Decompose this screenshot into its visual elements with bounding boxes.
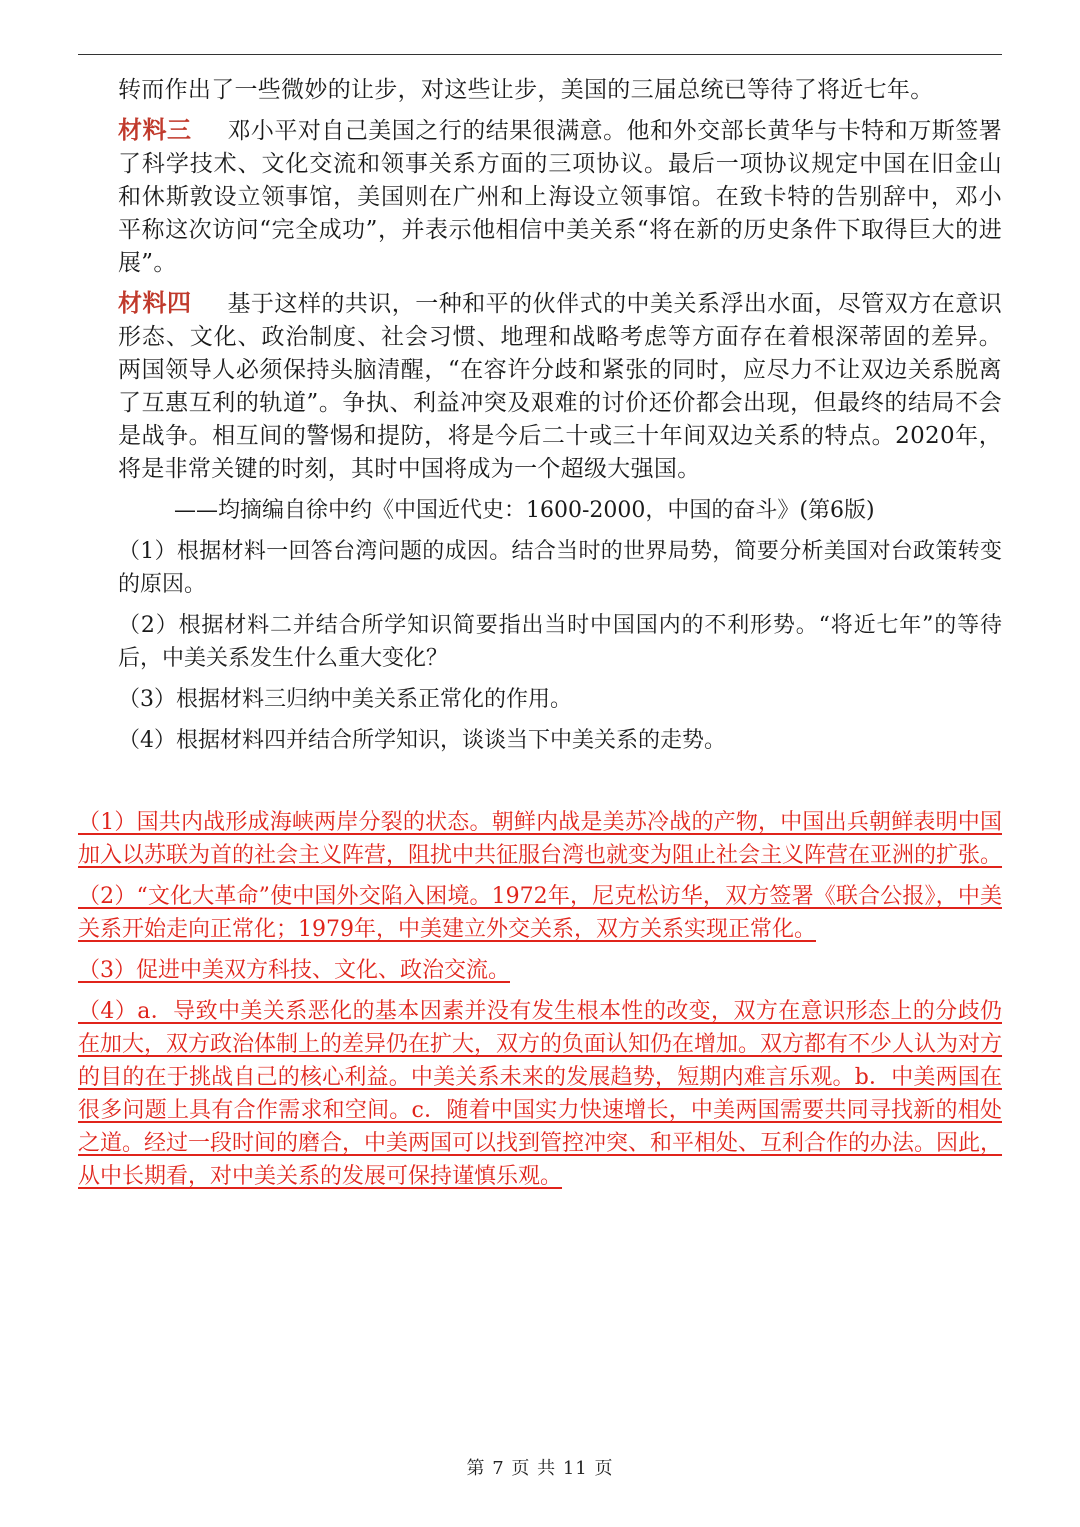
answer-3: （3）促进中美双方科技、文化、政治交流。 bbox=[78, 958, 510, 983]
question-1: （1）根据材料一回答台湾问题的成因。结合当时的世界局势，简要分析美国对台政策转变的原因。 bbox=[118, 539, 1002, 597]
page-number-footer: 第 7 页 共 11 页 bbox=[466, 1458, 614, 1479]
intro-line: 转而作出了一些微妙的让步，对这些让步，美国的三届总统已等待了将近七年。 bbox=[118, 77, 934, 103]
answer-4: （4）a．导致中美关系恶化的基本因素并没有发生根本性的改变，双方在意识形态上的分歧仍在加大，双方政治体制上的差异仍在扩大，双方的负面认知仍在增加。双方都有不少人认为对方的目的在于挑战自己的核心利益。中美关系未来的发展趋势，短期内难言乐观。b．中美两国在很多问题上具有合作需求和空间。c．随着中国实力快速增长，中美两国需要共同寻找新的相处之道。经过一段时间的磨合，中美两国可以找到管控冲突、和平相处、互利合作的办法。因此，从中长期看，对中美关系的发展可保持谨慎乐观。 bbox=[78, 999, 1003, 1189]
question-4: （4）根据材料四并结合所学知识，谈谈当下中美关系的走势。 bbox=[118, 728, 726, 753]
question-2: （2）根据材料二并结合所学知识简要指出当时中国国内的不利形势。“将近七年”的等待后，中美关系发生什么重大变化？ bbox=[118, 613, 1002, 671]
answer-section bbox=[78, 806, 1002, 1201]
document-body bbox=[118, 74, 1002, 765]
material-three-text: 邓小平对自己美国之行的结果很满意。他和外交部长黄华与卡特和万斯签署了科学技术、文化交流和领事关系方面的三项协议。最后一项协议规定中国在旧金山和休斯敦设立领事馆，美国则在广州和上海设立领事馆。在致卡特的告别辞中，邓小平称这次访问“完全成功”，并表示他相信中美关系“将在新的历史条件下取得巨大的进展”。 bbox=[118, 118, 1002, 276]
material-four-label: 材料四 bbox=[118, 288, 192, 317]
header-rule bbox=[78, 54, 1002, 55]
answer-1: （1）国共内战形成海峡两岸分裂的状态。朝鲜内战是美苏冷战的产物，中国出兵朝鲜表明中国加入以苏联为首的社会主义阵营，阻扰中共征服台湾也就变为阻止社会主义阵营在亚洲的扩张。 bbox=[78, 810, 1003, 868]
source-citation: ——均摘编自徐中约《中国近代史：1600-2000，中国的奋斗》(第6版) bbox=[174, 498, 875, 523]
question-3: （3）根据材料三归纳中美关系正常化的作用。 bbox=[118, 687, 572, 712]
material-three-label: 材料三 bbox=[118, 115, 192, 144]
material-three bbox=[118, 113, 1002, 280]
material-four-text: 基于这样的共识，一种和平的伙伴式的中美关系浮出水面，尽管双方在意识形态、文化、政治制度、社会习惯、地理和战略考虑等方面存在着根深蒂固的差异。两国领导人必须保持头脑清醒，“在容许分歧和紧张的同时，应尽力不让双边关系脱离了互惠互利的轨道”。争执、利益冲突及艰难的讨价还价都会出现，但最终的结局不会是战争。相互间的警惕和提防，将是今后二十或三十年间双边关系的特点。2020年，将是非常关键的时刻，其时中国将成为一个超级大强国。 bbox=[118, 291, 1002, 482]
material-four bbox=[118, 286, 1002, 486]
answer-2: （2）“文化大革命”使中国外交陷入困境。1972年，尼克松访华，双方签署《联合公报》，中美关系开始走向正常化；1979年，中美建立外交关系，双方关系实现正常化。 bbox=[78, 884, 1002, 942]
